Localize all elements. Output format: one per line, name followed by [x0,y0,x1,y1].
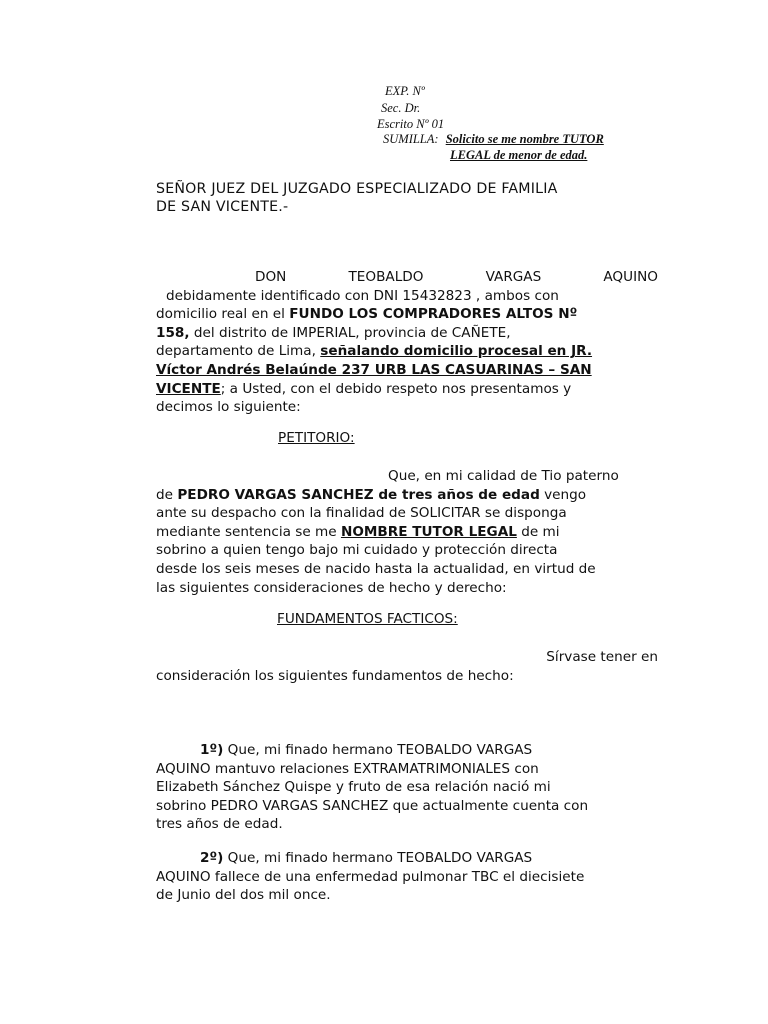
sumilla-line1: Solicito se me nombre TUTOR [445,132,604,146]
intro-line3 [156,305,658,324]
item1-l1: Que, mi finado hermano TEOBALDO VARGAS [223,742,533,758]
petitorio-heading: PETITORIO: [278,430,355,446]
fundamentos-line2: consideración los siguientes fundamentos de hecho: [156,667,514,684]
item-1 [156,741,658,834]
item2-line1 [156,849,658,868]
petitorio-line1: Que, en mi calidad de Tio paterno [388,468,619,484]
petitorio-line3: ante su despacho con la finalidad de SOLICITAR se disponga [156,505,567,522]
petitorio-l2c: vengo [539,486,587,503]
intro-line5 [156,342,658,361]
petitorio-l4c: de mi [516,523,560,540]
item1-line4: sobrino PEDRO VARGAS SANCHEZ que actualmente cuenta con [156,797,589,814]
addressee [156,180,656,216]
item2-line3: de Junio del dos mil once. [156,887,331,904]
petitorio-pedro: PEDRO VARGAS SANCHEZ de tres años de edad [177,486,540,503]
header-escrito: Escrito Nº 01 [377,117,445,131]
intro-l7b: ; a Usted, con el debido respeto nos presentamos y [220,380,572,397]
intro-line6 [156,361,658,380]
header-sumilla [383,132,604,147]
petitorio-line6: desde los seis meses de nacido hasta la actualidad, en virtud de [156,560,596,577]
petitorio-line7: las siguientes consideraciones de hecho y derecho: [156,579,507,596]
header-sec: Sec. Dr. [381,101,421,115]
petitorio-tutor-legal: NOMBRE TUTOR LEGAL [340,523,517,540]
petitorio-l4a: mediante sentencia se me [156,523,341,540]
intro-l4b: del distrito de IMPERIAL, provincia de CAÑETE, [189,324,511,341]
item2-number: 2º) [200,850,224,866]
sumilla-label: SUMILLA: [383,132,439,146]
intro-l5a: departamento de Lima, [156,343,321,360]
item2-line2: AQUINO fallece de una enfermedad pulmonar TBC el diecisiete [156,868,585,885]
intro-line2: debidamente identificado con DNI 15432823 , ambos con [166,287,559,304]
sumilla-line2: LEGAL de menor de edad. [450,148,588,162]
item1-line1 [156,741,658,760]
item1-line2: AQUINO mantuvo relaciones EXTRAMATRIMONIALES con [156,760,539,777]
item-2 [156,849,658,905]
intro-vargas: VARGAS [485,269,542,285]
intro-l3a: domicilio real en el [156,306,290,323]
intro-fundo: FUNDO LOS COMPRADORES ALTOS Nº [289,306,578,323]
intro-domicilio-procesal: señalando domicilio procesal en JR. [320,343,593,360]
addressee-line2: DE SAN VICENTE.- [156,199,289,215]
intro-line7 [156,380,658,399]
intro-line8: decimos lo siguiente: [156,399,301,416]
item1-line3: Elizabeth Sánchez Quispe y fruto de esa relación nació mi [156,779,551,796]
petitorio-line5: sobrino a quien tengo bajo mi cuidado y protección directa [156,542,558,559]
header-sumilla-line2 [450,148,587,163]
petitorio-line4 [156,523,658,542]
intro-line4 [156,324,658,343]
fundamentos-paragraph [156,648,658,685]
intro-vicente: VICENTE [156,380,221,397]
intro-line1 [156,268,658,287]
addressee-line1: SEÑOR JUEZ DEL JUZGADO ESPECIALIZADO DE FAMILIA [156,181,558,197]
petitorio-paragraph [156,467,658,597]
intro-don: DON [255,269,287,285]
intro-aquino: AQUINO [603,269,658,285]
intro-address: Víctor Andrés Belaúnde 237 URB LAS CASUARINAS – SAN [156,361,592,378]
item1-line5: tres años de edad. [156,816,283,833]
intro-158: 158, [156,324,190,341]
item2-l1: Que, mi finado hermano TEOBALDO VARGAS [223,850,533,866]
fundamentos-line1: Sírvase tener en [546,649,658,665]
petitorio-l2a: de [156,486,178,503]
fundamentos-heading: FUNDAMENTOS FACTICOS: [277,611,458,627]
intro-teobaldo: TEOBALDO [348,269,424,285]
intro-paragraph [156,268,658,417]
item1-number: 1º) [200,742,224,758]
petitorio-line2 [156,486,658,505]
header-exp: EXP. Nº [385,84,425,98]
